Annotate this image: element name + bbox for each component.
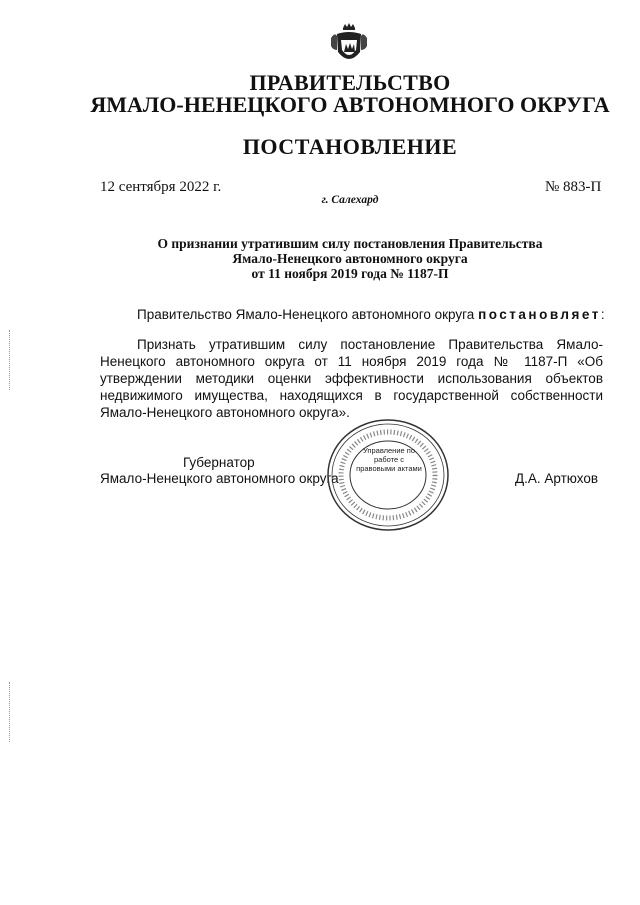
resolution-body	[100, 336, 603, 421]
intro-action: постановляет	[478, 307, 601, 322]
margin-dotted-line	[9, 682, 12, 742]
margin-dotted-line	[9, 330, 12, 390]
document-city: г. Салехард	[321, 194, 379, 206]
document-type: ПОСТАНОВЛЕНИЕ	[242, 134, 458, 159]
region-title: ЯМАЛО-НЕНЕЦКОГО АВТОНОМНОГО ОКРУГА	[90, 92, 610, 117]
official-stamp-icon	[326, 418, 450, 532]
document-title-line: от 11 ноября 2019 года № 1187-П	[251, 266, 449, 281]
intro-text: Правительство Ямало-Ненецкого автономного округа	[137, 307, 475, 322]
coat-of-arms-icon	[329, 22, 369, 68]
document-number: № 883-П	[545, 179, 602, 195]
document-title-line: О признании утратившим силу постановления Правительства	[157, 236, 543, 251]
government-title: ПРАВИТЕЛЬСТВО	[249, 70, 451, 95]
intro-sentence	[137, 307, 605, 322]
document-date: 12 сентября 2022 г.	[100, 179, 222, 195]
intro-colon: :	[600, 307, 605, 322]
signatory-region: Ямало-Ненецкого автономного округа	[100, 471, 339, 486]
document-title-line: Ямало-Ненецкого автономного округа	[232, 251, 468, 266]
stamp-center-text: Управление по работе с правовыми актами	[356, 446, 422, 473]
body-paragraph: Признать утратившим силу постановление Правительства Ямало-Ненецкого автономного округа от 11 ноября 2019 года № 1187-П «Об утверждении методики оценки эффективности использования объектов недвижимого имущества, находящихся в государственной собственности Ямало-Ненецкого автономного округа».	[100, 337, 603, 420]
signatory-position: Губернатор	[183, 455, 255, 470]
signatory-name: Д.А. Артюхов	[515, 471, 599, 486]
